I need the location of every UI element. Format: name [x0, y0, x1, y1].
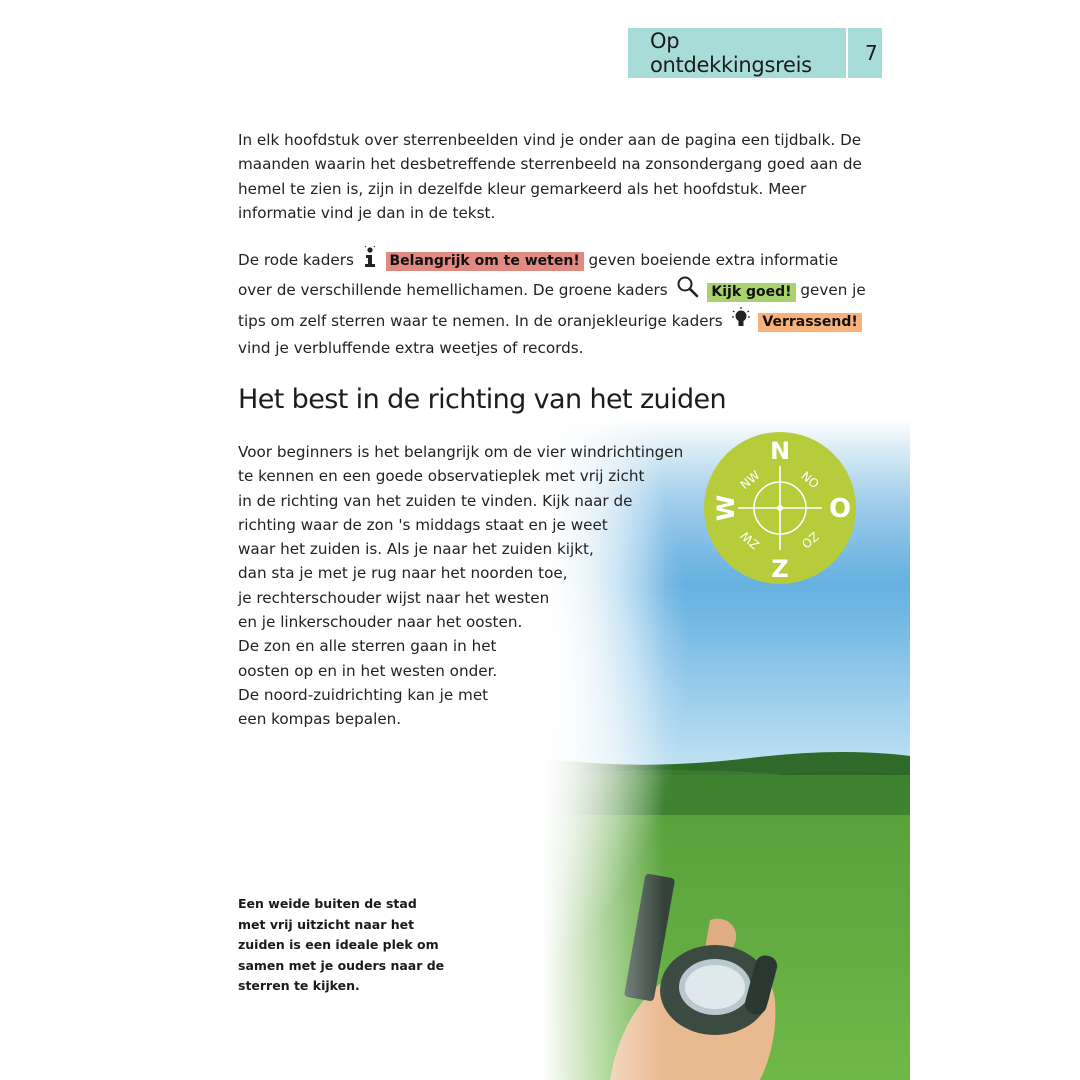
lightbulb-icon: [731, 307, 751, 336]
caption-line: zuiden is een ideale plek om: [238, 937, 439, 952]
intro-text-part4: vind je verbluffende extra weetjes of records.: [238, 339, 584, 358]
body-line: waar het zuiden is. Als je naar het zuiden kijkt,: [238, 540, 594, 559]
body-line: De zon en alle sterren gaan in het: [238, 637, 497, 656]
intro-paragraph-timeline: In elk hoofdstuk over sterrenbeelden vind je onder aan de pagina een tijdbalk. De maanden waarin het desbetreffende sterrenbeeld na zonsondergang goed aan de hemel te zien is, zijn in dezelfde kleur gemarkeerd als het hoofdstuk. Meer informatie vind je dan in de tekst.: [238, 131, 862, 223]
body-line: je rechterschouder wijst naar het westen: [238, 588, 550, 607]
compass-west: W: [712, 494, 740, 522]
section-body: [238, 440, 708, 732]
intro-text-part3: geven je tips om zelf sterren waar te nemen. In de oranjekleurige kaders: [238, 281, 866, 331]
intro-paragraph-boxes: [238, 246, 868, 361]
compass-rose: [704, 432, 856, 584]
photo-caption: [238, 894, 453, 997]
intro-text-part1: De rode kaders: [238, 251, 354, 270]
caption-line: Een weide buiten de stad: [238, 896, 417, 911]
body-line: richting waar de zon 's middags staat en je weet: [238, 515, 608, 534]
compass-southeast: ZO: [798, 528, 822, 552]
magnifier-icon: [676, 275, 700, 306]
compass-northeast: NO: [798, 468, 822, 492]
compass-northwest: NW: [737, 467, 763, 493]
caption-line: sterren te kijken.: [238, 978, 360, 993]
body-line: dan sta je met je rug naar het noorden toe,: [238, 564, 568, 583]
label-important: Belangrijk om te weten!: [386, 252, 584, 271]
section-title: Het best in de richting van het zuiden: [238, 384, 727, 415]
body-line: en je linkerschouder naar het oosten.: [238, 613, 523, 632]
compass-south: Z: [771, 555, 789, 583]
body-line: te kennen en een goede observatieplek met vrij zicht: [238, 467, 645, 486]
body-line: De noord-zuidrichting kan je met: [238, 685, 489, 704]
chapter-header-tab: [628, 28, 882, 78]
caption-line: samen met je ouders naar de: [238, 957, 445, 973]
label-look-closely: Kijk goed!: [707, 283, 795, 302]
compass-southwest: ZW: [737, 528, 763, 552]
chapter-title: Op ontdekkingsreis: [650, 29, 812, 77]
body-line: Voor beginners is het belangrijk om de vier windrichtingen: [238, 443, 684, 461]
page-number: 7: [865, 41, 878, 65]
body-line: in de richting van het zuiden te vinden. Kijk naar de: [238, 491, 633, 510]
compass-north: N: [769, 437, 791, 465]
intro-text-part2: geven boeiende extra informatie over de verschillende hemellichamen. De groene kaders: [238, 251, 839, 300]
body-line: een kompas bepalen.: [238, 710, 402, 729]
label-surprising: Verrassend!: [758, 313, 861, 332]
info-icon: [362, 246, 378, 275]
compass-east: O: [828, 494, 852, 524]
body-line: oosten op en in het westen onder.: [238, 661, 498, 680]
caption-line: met vrij uitzicht naar het: [238, 916, 415, 932]
